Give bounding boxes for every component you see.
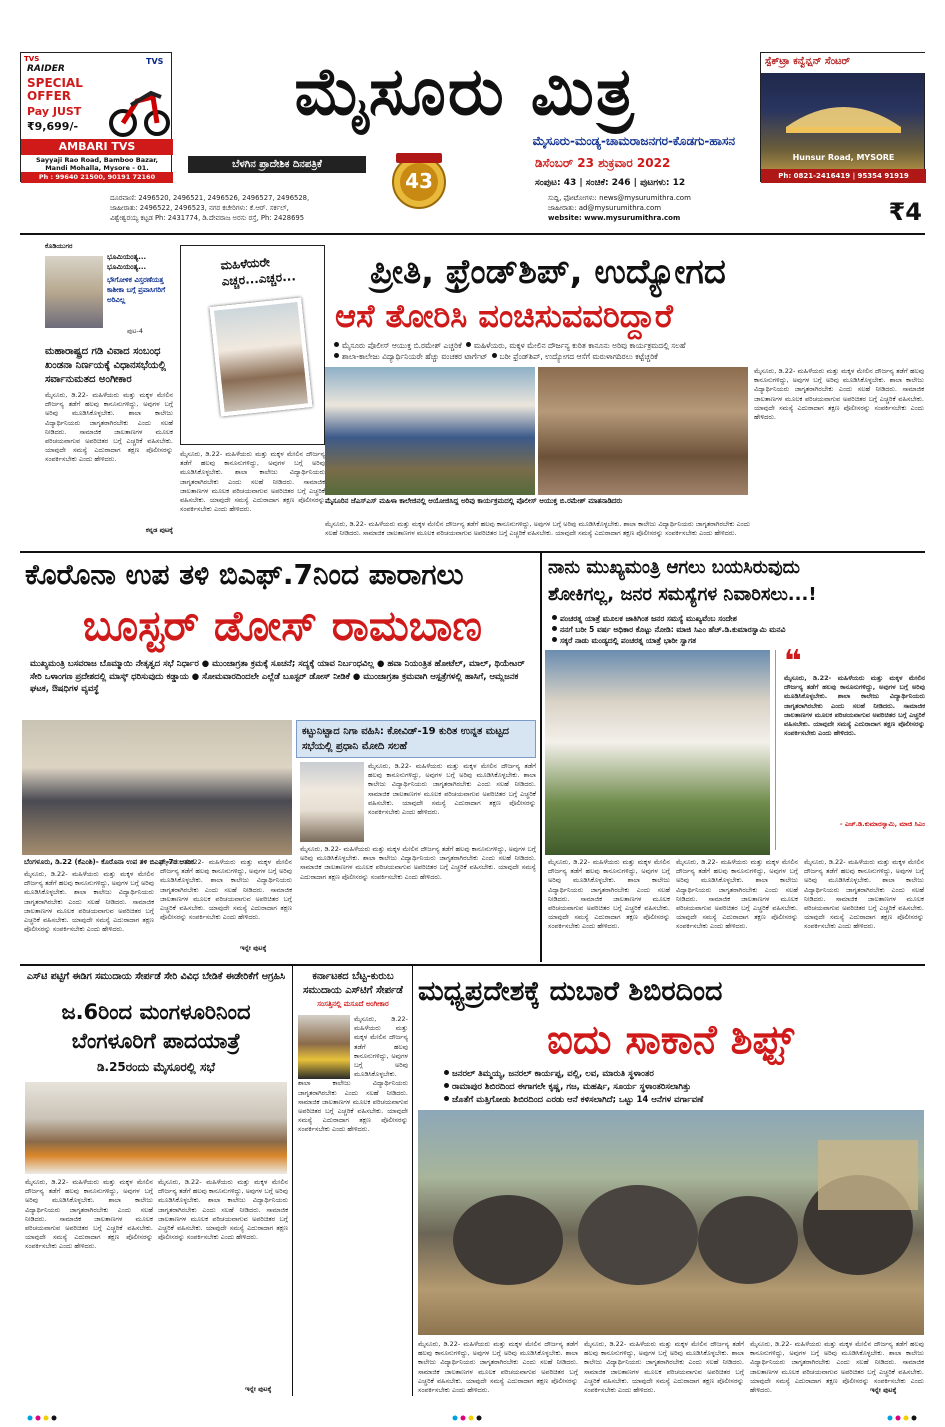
kuruba-box	[298, 970, 408, 1395]
sidebar-top-sub: ಭೌಗೋಳಿಕ ವಿಸ್ತರಣೆಯತ್ತ ಕಾಶೀಕಾ ಬಗ್ಗೆ ಪ್ರವಾಸಿಗರಿಗೆ ಅರಿವಿಲ್ಲ	[107, 276, 166, 304]
padayatra-sub: ಡಿ.25ರಂದು ಮೈಸೂರಲ್ಲಿ ಸಭೆ	[96, 1060, 216, 1074]
lead-photo-audience	[538, 367, 748, 495]
elephant-bullet2: ರಾಮಾಪುರ ಶಿಬಿರದಿಂದ ಈಗಾಗಲೇ ಕೃಷ್ಣ, ಗಜ, ಮಹರ್ಷಿ, ಸೂರ್ಯ ಸ್ಥಳಾಂತರಿಸಲಾಗಿತ್ತು	[452, 1082, 691, 1092]
ad-left-dealer: AMBARI TVS	[21, 139, 173, 155]
anniversary-badge	[382, 150, 456, 210]
corona-body2: ಮೈಸೂರು, ಡಿ.22- ಮಹಿಳೆಯರು ಮತ್ತು ಮಕ್ಕಳ ಮೇಲಿನ ದೌರ್ಜನ್ಯ ತಡೆಗೆ ಹಲವು ಕಾನೂನುಗಳಿದ್ದು, ಅವುಗಳ ಬಗ್ಗೆ ಅರಿವು ಮೂಡಿಸಿಕೊಳ್ಳಬೇಕು. ಶಾಲಾ ಕಾಲೇಜು ವಿದ್ಯಾರ್ಥಿನಿಯರು ಜಾಗೃತರಾಗಿರಬೇಕು ಎಂದು ಸಲಹೆ ನೀಡಿದರು. ಸಾಮಾಜಿಕ ಜಾಲತಾಣಗಳ ಮೂಲಕ ಪರಿಚಯವಾಗುವ ಅಪರಿಚಿತರ ಬಗ್ಗೆ ಎಚ್ಚರಿಕೆ ವಹಿಸಬೇಕು. ಯಾವುದೇ ಸಮಸ್ಯೆ ಎದುರಾದಾಗ ತಕ್ಷಣ ಪೊಲೀಸರನ್ನು ಸಂಪರ್ಕಿಸಬೇಕು ಎಂದು ಹೇಳಿದರು.	[160, 858, 292, 922]
cm-body2: ಮೈಸೂರು, ಡಿ.22- ಮಹಿಳೆಯರು ಮತ್ತು ಮಕ್ಕಳ ಮೇಲಿನ ದೌರ್ಜನ್ಯ ತಡೆಗೆ ಹಲವು ಕಾನೂನುಗಳಿದ್ದು, ಅವುಗಳ ಬಗ್ಗೆ ಅರಿವು ಮೂಡಿಸಿಕೊಳ್ಳಬೇಕು. ಶಾಲಾ ಕಾಲೇಜು ವಿದ್ಯಾರ್ಥಿನಿಯರು ಜಾಗೃತರಾಗಿರಬೇಕು ಎಂದು ಸಲಹೆ ನೀಡಿದರು. ಸಾಮಾಜಿಕ ಜಾಲತಾಣಗಳ ಮೂಲಕ ಪರಿಚಯವಾಗುವ ಅಪರಿಚಿತರ ಬಗ್ಗೆ ಎಚ್ಚರಿಕೆ ವಹಿಸಬೇಕು. ಯಾವುದೇ ಸಮಸ್ಯೆ ಎದುರಾದಾಗ ತಕ್ಷಣ ಪೊಲೀಸರನ್ನು ಸಂಪರ್ಕಿಸಬೇಕು ಎಂದು ಹೇಳಿದರು.	[676, 858, 798, 931]
padayatra-body2: ಮೈಸೂರು, ಡಿ.22- ಮಹಿಳೆಯರು ಮತ್ತು ಮಕ್ಕಳ ಮೇಲಿನ ದೌರ್ಜನ್ಯ ತಡೆಗೆ ಹಲವು ಕಾನೂನುಗಳಿದ್ದು, ಅವುಗಳ ಬಗ್ಗೆ ಅರಿವು ಮೂಡಿಸಿಕೊಳ್ಳಬೇಕು. ಶಾಲಾ ಕಾಲೇಜು ವಿದ್ಯಾರ್ಥಿನಿಯರು ಜಾಗೃತರಾಗಿರಬೇಕು ಎಂದು ಸಲಹೆ ನೀಡಿದರು. ಸಾಮಾಜಿಕ ಜಾಲತಾಣಗಳ ಮೂಲಕ ಪರಿಚಯವಾಗುವ ಅಪರಿಚಿತರ ಬಗ್ಗೆ ಎಚ್ಚರಿಕೆ ವಹಿಸಬೇಕು. ಯಾವುದೇ ಸಮಸ್ಯೆ ಎದುರಾದಾಗ ತಕ್ಷಣ ಪೊಲೀಸರನ್ನು ಸಂಪರ್ಕಿಸಬೇಕು ಎಂದು ಹೇಳಿದರು.	[158, 1178, 288, 1242]
lead-bullet1: ಮೈಸೂರು ಪೊಲೀಸ್ ಆಯುಕ್ತ ಬಿ.ರಮೇಶ್ ಎಚ್ಚರಿಕೆ	[342, 341, 462, 350]
masthead-contact2: ಜಾಹೀರಾತು: 2496522, 2496523, ನಗರ ಕಚೇರಿಗಳು: ಕೆ.ಆರ್. ಸರ್ಕಲ್,	[110, 204, 289, 212]
lead-photo-caption: ಮಹಿಳೆಯರೇ ಎಚ್ಚರ...ಎಚ್ಚರ...	[220, 255, 297, 289]
cm-quote-box	[775, 644, 925, 850]
sidebar-top-headline: ಭೂಮಿಯಂತ್ಯ... ಭೂಮಿಯಂತ್ಯ...	[107, 253, 147, 271]
corona-bullets: ಮುಖ್ಯಮಂತ್ರಿ ಬಸವರಾಜ ಬೊಮ್ಮಾಯಿ ನೇತೃತ್ವದ ಸಭೆ ನಿರ್ಧಾರ ● ಮುಂಜಾಗ್ರತಾ ಕ್ರಮಕ್ಕೆ ಸೂಚನೆ; ಸದ್ಯಕ್ಕೆ ಯಾವ ನಿರ್ಬಂಧವಿಲ್ಲ ● ಹವಾ ನಿಯಂತ್ರಿತ ಹೋಟೆಲ್, ಮಾಲ್, ಥಿಯೇಟರ್ ಸೇರಿ ಒಳಾಂಗಣ ಪ್ರದೇಶದಲ್ಲಿ ಮಾಸ್ಕ್ ಧರಿಸುವುದು ಕಡ್ಡಾಯ ● ಸೋಮವಾರದಿಂದಲೇ ಎಲ್ಲೆಡೆ ಬೂಸ್ಟರ್ ಡೋಸ್ ನೀಡಿಕೆ ● ಮುಂಜಾಗ್ರತಾ ಕ್ರಮವಾಗಿ ಆಸ್ಪತ್ರೆಗಳಲ್ಲಿ ಹಾಸಿಗೆ, ಆಮ್ಲಜನಕ ಘಟಕ, ಔಷಧಿಗಳ ವ್ಯವಸ್ಥೆ	[30, 659, 525, 694]
cm-headline1: ನಾನು ಮುಖ್ಯಮಂತ್ರಿ ಆಗಲು ಬಯಸಿರುವುದು	[548, 557, 801, 578]
lead-photo-box	[180, 245, 325, 445]
masthead-website[interactable]: website: www.mysurumithra.com	[548, 214, 681, 222]
sidebar-top-kicker: ಕೊಡಿಯುಗರ	[45, 242, 73, 250]
corona-byline[interactable]: ಇನ್ನೇ ಪುಟಕ್ಕೆ	[240, 944, 267, 952]
section-divider-1	[20, 551, 925, 553]
cm-body1: ಮೈಸೂರು, ಡಿ.22- ಮಹಿಳೆಯರು ಮತ್ತು ಮಕ್ಕಳ ಮೇಲಿನ ದೌರ್ಜನ್ಯ ತಡೆಗೆ ಹಲವು ಕಾನೂನುಗಳಿದ್ದು, ಅವುಗಳ ಬಗ್ಗೆ ಅರಿವು ಮೂಡಿಸಿಕೊಳ್ಳಬೇಕು. ಶಾಲಾ ಕಾಲೇಜು ವಿದ್ಯಾರ್ಥಿನಿಯರು ಜಾಗೃತರಾಗಿರಬೇಕು ಎಂದು ಸಲಹೆ ನೀಡಿದರು. ಸಾಮಾಜಿಕ ಜಾಲತಾಣಗಳ ಮೂಲಕ ಪರಿಚಯವಾಗುವ ಅಪರಿಚಿತರ ಬಗ್ಗೆ ಎಚ್ಚರಿಕೆ ವಹಿಸಬೇಕು. ಯಾವುದೇ ಸಮಸ್ಯೆ ಎದುರಾದಾಗ ತಕ್ಷಣ ಪೊಲೀಸರನ್ನು ಸಂಪರ್ಕಿಸಬೇಕು ಎಂದು ಹೇಳಿದರು.	[548, 858, 670, 931]
elephant-bullet3: ಜೊತೆಗೆ ಮತ್ತಿಗೋಡು ಶಿಬಿರದಿಂದ ಎರಡು ಆನೆ ಕಳಿಸಲಾಗಿದೆ; ಒಟ್ಟು 14 ಆನೆಗಳ ವರ್ಗಾವಣೆ	[452, 1095, 704, 1105]
anniversary-number: 43	[405, 169, 433, 193]
cm-bullet1: ಪಂಚರತ್ನ ಯಾತ್ರೆ ಮೂಲಕ ಜಾತಿಗಿಂತ ಜನರ ಸಮಸ್ಯೆ ಮುಖ್ಯವೆಂಬ ಸಂದೇಶ	[560, 614, 737, 623]
vertical-divider-kuruba	[292, 966, 293, 1396]
elephant-bullet1: ಜನರಲ್ ತಿಮ್ಮಯ್ಯ, ಜನರಲ್ ಕಾರ್ಯಪ್ಪ, ವಲ್ಲಿ, ಲವ, ಮಾರುತಿ ಸ್ಥಳಾಂತರ	[452, 1069, 654, 1079]
sidebar-top	[45, 242, 173, 337]
lead-photo-stage	[325, 367, 535, 495]
ad-left-address2: Mandi Mohalla, Mysore - 01.	[45, 164, 149, 172]
corona-modi-body: ಮೈಸೂರು, ಡಿ.22- ಮಹಿಳೆಯರು ಮತ್ತು ಮಕ್ಕಳ ಮೇಲಿನ ದೌರ್ಜನ್ಯ ತಡೆಗೆ ಹಲವು ಕಾನೂನುಗಳಿದ್ದು, ಅವುಗಳ ಬಗ್ಗೆ ಅರಿವು ಮೂಡಿಸಿಕೊಳ್ಳಬೇಕು. ಶಾಲಾ ಕಾಲೇಜು ವಿದ್ಯಾರ್ಥಿನಿಯರು ಜಾಗೃತರಾಗಿರಬೇಕು ಎಂದು ಸಲಹೆ ನೀಡಿದರು. ಸಾಮಾಜಿಕ ಜಾಲತಾಣಗಳ ಮೂಲಕ ಪರಿಚಯವಾಗುವ ಅಪರಿಚಿತರ ಬಗ್ಗೆ ಎಚ್ಚರಿಕೆ ವಹಿಸಬೇಕು. ಯಾವುದೇ ಸಮಸ್ಯೆ ಎದುರಾದಾಗ ತಕ್ಷಣ ಪೊಲೀಸರನ್ನು ಸಂಪರ್ಕಿಸಬೇಕು ಎಂದು ಹೇಳಿದರು.	[368, 762, 536, 817]
padayatra-byline[interactable]: ಇನ್ನೇ ಪುಟಕ್ಕೆ	[245, 1385, 272, 1393]
masthead-tagline: ಬೆಳಗಿನ ಪ್ರಾದೇಶಿಕ ದಿನಪತ್ರಿಕೆ	[188, 156, 366, 173]
ad-left-offer-line2: OFFER	[27, 89, 72, 103]
lead-headline2: ಆಸೆ ತೋರಿಸಿ ವಂಚಿಸುವವರಿದ್ದಾರೆ	[335, 297, 673, 335]
maharashtra-headline: ಮಹಾರಾಷ್ಟ್ರದ ಗಡಿ ವಿವಾದ ಸಂಬಂಧ ಖಂಡನಾ ನಿರ್ಣಯಕ್ಕೆ ವಿಧಾನಸಭೆಯಲ್ಲಿ ಸರ್ವಾನುಮತದ ಅಂಗೀಕಾರ	[45, 346, 167, 385]
masthead-contact3: ವಿಶ್ವೇಶ್ವರಯ್ಯ ಕಟ್ಟಡ Ph: 2431774, ಡಿ.ದೇವರಾಜ ಅರಸು ರಸ್ತೆ, Ph: 2428695	[110, 214, 305, 222]
building-icon	[781, 87, 906, 137]
ad-right-brand: ಸ್ಪೆಕ್‌ಟ್ರಾ ಕನ್ವೆನ್ಷನ್ ಸೆಂಟರ್	[765, 56, 851, 67]
ad-right-phone: Ph: 0821-2416419 | 95354 91919	[761, 169, 926, 183]
corona-headline2: ಬೂಸ್ಟರ್ ಡೋಸ್ ರಾಮಬಾಣ	[82, 601, 483, 650]
corona-headline1: ಕೊರೊನಾ ಉಪ ತಳಿ ಬಿಎಫ್.7ನಿಂದ ಪಾರಾಗಲು	[25, 558, 464, 591]
lead-bullet4: ಬರೀ ಫ್ರೆಂಡ್‌ಶಿಪ್, ಉದ್ಯೋಗದ ಆಸೆಗೆ ಮರುಳಾಗದಿರಲು ಕಟ್ಟೆಚ್ಚರಿಕೆ	[499, 352, 658, 361]
registration-marks	[0, 1408, 945, 1418]
corona-body1: ಮೈಸೂರು, ಡಿ.22- ಮಹಿಳೆಯರು ಮತ್ತು ಮಕ್ಕಳ ಮೇಲಿನ ದೌರ್ಜನ್ಯ ತಡೆಗೆ ಹಲವು ಕಾನೂನುಗಳಿದ್ದು, ಅವುಗಳ ಬಗ್ಗೆ ಅರಿವು ಮೂಡಿಸಿಕೊಳ್ಳಬೇಕು. ಶಾಲಾ ಕಾಲೇಜು ವಿದ್ಯಾರ್ಥಿನಿಯರು ಜಾಗೃತರಾಗಿರಬೇಕು ಎಂದು ಸಲಹೆ ನೀಡಿದರು. ಸಾಮಾಜಿಕ ಜಾಲತಾಣಗಳ ಮೂಲಕ ಪರಿಚಯವಾಗುವ ಅಪರಿಚಿತರ ಬಗ್ಗೆ ಎಚ್ಚರಿಕೆ ವಹಿಸಬೇಕು. ಯಾವುದೇ ಸಮಸ್ಯೆ ಎದುರಾದಾಗ ತಕ್ಷಣ ಪೊಲೀಸರನ್ನು ಸಂಪರ್ಕಿಸಬೇಕು ಎಂದು ಹೇಳಿದರು.	[24, 870, 154, 934]
cm-headline2: ಶೋಕಿಗಲ್ಲ, ಜನರ ಸಮಸ್ಯೆಗಳ ನಿವಾರಿಸಲು...!	[548, 584, 817, 605]
padayatra-headline1: ಜ.6ರಿಂದ ಮಂಗಳೂರಿನಿಂದ	[61, 1000, 251, 1024]
modi-portrait	[300, 762, 364, 842]
elephant-silhouettes	[418, 1110, 924, 1335]
masthead-divider	[20, 233, 925, 235]
lead-photo-woman	[210, 297, 313, 416]
sidebar-top-page-ref[interactable]: ಪುಟ-4	[127, 327, 144, 335]
ad-left-brand-top: TVS	[24, 55, 40, 63]
corona-modi-headline: ಕಟ್ಟುನಿಟ್ಟಾದ ನಿಗಾ ವಹಿಸಿ: ಕೋವಿಡ್-19 ಕುರಿತ ಉನ್ನತ ಮಟ್ಟದ ಸಭೆಯಲ್ಲಿ ಪ್ರಧಾನಿ ಮೋದಿ ಸಲಹೆ	[302, 726, 509, 752]
vertical-divider-elephant	[412, 966, 413, 1396]
masthead-date: ಡಿಸೆಂಬರ್ 23 ಶುಕ್ರವಾರ 2022	[535, 156, 671, 170]
elephant-body1: ಮೈಸೂರು, ಡಿ.22- ಮಹಿಳೆಯರು ಮತ್ತು ಮಕ್ಕಳ ಮೇಲಿನ ದೌರ್ಜನ್ಯ ತಡೆಗೆ ಹಲವು ಕಾನೂನುಗಳಿದ್ದು, ಅವುಗಳ ಬಗ್ಗೆ ಅರಿವು ಮೂಡಿಸಿಕೊಳ್ಳಬೇಕು. ಶಾಲಾ ಕಾಲೇಜು ವಿದ್ಯಾರ್ಥಿನಿಯರು ಜಾಗೃತರಾಗಿರಬೇಕು ಎಂದು ಸಲಹೆ ನೀಡಿದರು. ಸಾಮಾಜಿಕ ಜಾಲತಾಣಗಳ ಮೂಲಕ ಪರಿಚಯವಾಗುವ ಅಪರಿಚಿತರ ಬಗ್ಗೆ ಎಚ್ಚರಿಕೆ ವಹಿಸಬೇಕು. ಯಾವುದೇ ಸಮಸ್ಯೆ ಎದುರಾದಾಗ ತಕ್ಷಣ ಪೊಲೀಸರನ್ನು ಸಂಪರ್ಕಿಸಬೇಕು ಎಂದು ಹೇಳಿದರು.	[418, 1340, 578, 1395]
ad-left-model: RAIDER	[27, 64, 65, 74]
padayatra-body1: ಮೈಸೂರು, ಡಿ.22- ಮಹಿಳೆಯರು ಮತ್ತು ಮಕ್ಕಳ ಮೇಲಿನ ದೌರ್ಜನ್ಯ ತಡೆಗೆ ಹಲವು ಕಾನೂನುಗಳಿದ್ದು, ಅವುಗಳ ಬಗ್ಗೆ ಅರಿವು ಮೂಡಿಸಿಕೊಳ್ಳಬೇಕು. ಶಾಲಾ ಕಾಲೇಜು ವಿದ್ಯಾರ್ಥಿನಿಯರು ಜಾಗೃತರಾಗಿರಬೇಕು ಎಂದು ಸಲಹೆ ನೀಡಿದರು. ಸಾಮಾಜಿಕ ಜಾಲತಾಣಗಳ ಮೂಲಕ ಪರಿಚಯವಾಗುವ ಅಪರಿಚಿತರ ಬಗ್ಗೆ ಎಚ್ಚರಿಕೆ ವಹಿಸಬೇಕು. ಯಾವುದೇ ಸಮಸ್ಯೆ ಎದುರಾದಾಗ ತಕ್ಷಣ ಪೊಲೀಸರನ್ನು ಸಂಪರ್ಕಿಸಬೇಕು ಎಂದು ಹೇಳಿದರು.	[25, 1178, 153, 1251]
ad-left-price: ₹9,699/-	[27, 120, 79, 133]
ad-left-phone: Ph : 99640 21500, 90191 72160	[21, 172, 173, 183]
maharashtra-story	[45, 345, 173, 545]
elephant-body3: ಮೈಸೂರು, ಡಿ.22- ಮಹಿಳೆಯರು ಮತ್ತು ಮಕ್ಕಳ ಮೇಲಿನ ದೌರ್ಜನ್ಯ ತಡೆಗೆ ಹಲವು ಕಾನೂನುಗಳಿದ್ದು, ಅವುಗಳ ಬಗ್ಗೆ ಅರಿವು ಮೂಡಿಸಿಕೊಳ್ಳಬೇಕು. ಶಾಲಾ ಕಾಲೇಜು ವಿದ್ಯಾರ್ಥಿನಿಯರು ಜಾಗೃತರಾಗಿರಬೇಕು ಎಂದು ಸಲಹೆ ನೀಡಿದರು. ಸಾಮಾಜಿಕ ಜಾಲತಾಣಗಳ ಮೂಲಕ ಪರಿಚಯವಾಗುವ ಅಪರಿಚಿತರ ಬಗ್ಗೆ ಎಚ್ಚರಿಕೆ ವಹಿಸಬೇಕು. ಯಾವುದೇ ಸಮಸ್ಯೆ ಎದುರಾದಾಗ ತಕ್ಷಣ ಪೊಲೀಸರನ್ನು ಸಂಪರ್ಕಿಸಬೇಕು ಎಂದು ಹೇಳಿದರು.	[750, 1340, 924, 1395]
lead-caption: ಮೈಸೂರಿನ ಜೆಎಸ್‌ಎಸ್ ಮಹಿಳಾ ಕಾಲೇಜಿನಲ್ಲಿ ಆಯೋಜಿಸಿದ್ದ ಅರಿವು ಕಾರ್ಯಕ್ರಮದಲ್ಲಿ ಪೊಲೀಸ್ ಆಯುಕ್ತ ಬಿ.ರಮೇಶ್ ಮಾತನಾಡಿದರು	[325, 497, 623, 505]
cm-bullet3: ಸಕ್ಕರೆ ನಾಡು ಮಂಡ್ಯದಲ್ಲಿ ಪಂಚರತ್ನ ಯಾತ್ರೆ ಭಾರೀ ಸ್ವಾಗತ	[560, 636, 697, 645]
elephant-headline2: ಐದು ಸಾಕಾನೆ ಶಿಫ್ಟ್	[546, 1017, 794, 1063]
kuruba-body: ಮೈಸೂರು, ಡಿ.22- ಮಹಿಳೆಯರು ಮತ್ತು ಮಕ್ಕಳ ಮೇಲಿನ ದೌರ್ಜನ್ಯ ತಡೆಗೆ ಹಲವು ಕಾನೂನುಗಳಿದ್ದು, ಅವುಗಳ ಬಗ್ಗೆ ಅರಿವು ಮೂಡಿಸಿಕೊಳ್ಳಬೇಕು. ಶಾಲಾ ಕಾಲೇಜು ವಿದ್ಯಾರ್ಥಿನಿಯರು ಜಾಗೃತರಾಗಿರಬೇಕು ಎಂದು ಸಲಹೆ ನೀಡಿದರು. ಸಾಮಾಜಿಕ ಜಾಲತಾಣಗಳ ಮೂಲಕ ಪರಿಚಯವಾಗುವ ಅಪರಿಚಿತರ ಬಗ್ಗೆ ಎಚ್ಚರಿಕೆ ವಹಿಸಬೇಕು. ಯಾವುದೇ ಸಮಸ್ಯೆ ಎದುರಾದಾಗ ತಕ್ಷಣ ಪೊಲೀಸರನ್ನು ಸಂಪರ್ಕಿಸಬೇಕು ಎಂದು ಹೇಳಿದರು.	[298, 1015, 408, 1134]
masthead-ad-email[interactable]: ಜಾಹೀರಾತು: ad@mysurumithra.com	[548, 204, 662, 212]
kuruba-headline: ಕರ್ನಾಟಕದ ಬೆಟ್ಟ-ಕುರುಬ ಸಮುದಾಯ ಎಸ್‌ಟಿಗೆ ಸೇರ್ಪಡೆ	[303, 971, 403, 996]
masthead-news-email[interactable]: ಸುದ್ದಿ, ಫೋಟೋಗಳು: news@mysurumithra.com	[548, 194, 691, 202]
lead-body-col2: ಮೈಸೂರು, ಡಿ.22- ಮಹಿಳೆಯರು ಮತ್ತು ಮಕ್ಕಳ ಮೇಲಿನ ದೌರ್ಜನ್ಯ ತಡೆಗೆ ಹಲವು ಕಾನೂನುಗಳಿದ್ದು, ಅವುಗಳ ಬಗ್ಗೆ ಅರಿವು ಮೂಡಿಸಿಕೊಳ್ಳಬೇಕು. ಶಾಲಾ ಕಾಲೇಜು ವಿದ್ಯಾರ್ಥಿನಿಯರು ಜಾಗೃತರಾಗಿರಬೇಕು ಎಂದು ಸಲಹೆ ನೀಡಿದರು. ಸಾಮಾಜಿಕ ಜಾಲತಾಣಗಳ ಮೂಲಕ ಪರಿಚಯವಾಗುವ ಅಪರಿಚಿತರ ಬಗ್ಗೆ ಎಚ್ಚರಿಕೆ ವಹಿಸಬೇಕು. ಯಾವುದೇ ಸಮಸ್ಯೆ ಎದುರಾದಾಗ ತಕ್ಷಣ ಪೊಲೀಸರನ್ನು ಸಂಪರ್ಕಿಸಬೇಕು ಎಂದು ಹೇಳಿದರು.	[325, 520, 750, 538]
ad-right-address: Hunsur Road, MYSORE	[792, 153, 895, 162]
ad-left-tvs[interactable]	[20, 52, 172, 182]
padayatra-photo	[25, 1082, 287, 1174]
corona-modi-body2: ಮೈಸೂರು, ಡಿ.22- ಮಹಿಳೆಯರು ಮತ್ತು ಮಕ್ಕಳ ಮೇಲಿನ ದೌರ್ಜನ್ಯ ತಡೆಗೆ ಹಲವು ಕಾನೂನುಗಳಿದ್ದು, ಅವುಗಳ ಬಗ್ಗೆ ಅರಿವು ಮೂಡಿಸಿಕೊಳ್ಳಬೇಕು. ಶಾಲಾ ಕಾಲೇಜು ವಿದ್ಯಾರ್ಥಿನಿಯರು ಜಾಗೃತರಾಗಿರಬೇಕು ಎಂದು ಸಲಹೆ ನೀಡಿದರು. ಸಾಮಾಜಿಕ ಜಾಲತಾಣಗಳ ಮೂಲಕ ಪರಿಚಯವಾಗುವ ಅಪರಿಚಿತರ ಬಗ್ಗೆ ಎಚ್ಚರಿಕೆ ವಹಿಸಬೇಕು. ಯಾವುದೇ ಸಮಸ್ಯೆ ಎದುರಾದಾಗ ತಕ್ಷಣ ಪೊಲೀಸರನ್ನು ಸಂಪರ್ಕಿಸಬೇಕು ಎಂದು ಹೇಳಿದರು.	[300, 845, 536, 881]
maharashtra-body: ಮೈಸೂರು, ಡಿ.22- ಮಹಿಳೆಯರು ಮತ್ತು ಮಕ್ಕಳ ಮೇಲಿನ ದೌರ್ಜನ್ಯ ತಡೆಗೆ ಹಲವು ಕಾನೂನುಗಳಿದ್ದು, ಅವುಗಳ ಬಗ್ಗೆ ಅರಿವು ಮೂಡಿಸಿಕೊಳ್ಳಬೇಕು. ಶಾಲಾ ಕಾಲೇಜು ವಿದ್ಯಾರ್ಥಿನಿಯರು ಜಾಗೃತರಾಗಿರಬೇಕು ಎಂದು ಸಲಹೆ ನೀಡಿದರು. ಸಾಮಾಜಿಕ ಜಾಲತಾಣಗಳ ಮೂಲಕ ಪರಿಚಯವಾಗುವ ಅಪರಿಚಿತರ ಬಗ್ಗೆ ಎಚ್ಚರಿಕೆ ವಹಿಸಬೇಕು. ಯಾವುದೇ ಸಮಸ್ಯೆ ಎದುರಾದಾಗ ತಕ್ಷಣ ಪೊಲೀಸರನ್ನು ಸಂಪರ್ಕಿಸಬೇಕು ಎಂದು ಹೇಳಿದರು.	[45, 391, 173, 464]
sidebar-top-portrait	[45, 256, 103, 328]
masthead-title: ಮೈಸೂರು ಮಿತ್ರ	[294, 53, 636, 130]
corona-modi-box	[296, 720, 536, 758]
lead-bullet2: ಮಹಿಳೆಯರು, ಮಕ್ಕಳ ಮೇಲಿನ ದೌರ್ಜನ್ಯ ಕುರಿತ ಕಾನೂನು ಅರಿವು ಕಾರ್ಯಕ್ರಮದಲ್ಲಿ ಸಲಹೆ	[473, 341, 686, 350]
lead-body: ಮೈಸೂರು, ಡಿ.22- ಮಹಿಳೆಯರು ಮತ್ತು ಮಕ್ಕಳ ಮೇಲಿನ ದೌರ್ಜನ್ಯ ತಡೆಗೆ ಹಲವು ಕಾನೂನುಗಳಿದ್ದು, ಅವುಗಳ ಬಗ್ಗೆ ಅರಿವು ಮೂಡಿಸಿಕೊಳ್ಳಬೇಕು. ಶಾಲಾ ಕಾಲೇಜು ವಿದ್ಯಾರ್ಥಿನಿಯರು ಜಾಗೃತರಾಗಿರಬೇಕು ಎಂದು ಸಲಹೆ ನೀಡಿದರು. ಸಾಮಾಜಿಕ ಜಾಲತಾಣಗಳ ಮೂಲಕ ಪರಿಚಯವಾಗುವ ಅಪರಿಚಿತರ ಬಗ್ಗೆ ಎಚ್ಚರಿಕೆ ವಹಿಸಬೇಕು. ಯಾವುದೇ ಸಮಸ್ಯೆ ಎದುರಾದಾಗ ತಕ್ಷಣ ಪೊಲೀಸರನ್ನು ಸಂಪರ್ಕಿಸಬೇಕು ಎಂದು ಹೇಳಿದರು.	[180, 450, 325, 514]
ad-left-address1: Sayyaji Rao Road, Bamboo Bazar,	[36, 156, 158, 164]
cm-body3: ಮೈಸೂರು, ಡಿ.22- ಮಹಿಳೆಯರು ಮತ್ತು ಮಕ್ಕಳ ಮೇಲಿನ ದೌರ್ಜನ್ಯ ತಡೆಗೆ ಹಲವು ಕಾನೂನುಗಳಿದ್ದು, ಅವುಗಳ ಬಗ್ಗೆ ಅರಿವು ಮೂಡಿಸಿಕೊಳ್ಳಬೇಕು. ಶಾಲಾ ಕಾಲೇಜು ವಿದ್ಯಾರ್ಥಿನಿಯರು ಜಾಗೃತರಾಗಿರಬೇಕು ಎಂದು ಸಲಹೆ ನೀಡಿದರು. ಸಾಮಾಜಿಕ ಜಾಲತಾಣಗಳ ಮೂಲಕ ಪರಿಚಯವಾಗುವ ಅಪರಿಚಿತರ ಬಗ್ಗೆ ಎಚ್ಚರಿಕೆ ವಹಿಸಬೇಕು. ಯಾವುದೇ ಸಮಸ್ಯೆ ಎದುರಾದಾಗ ತಕ್ಷಣ ಪೊಲೀಸರನ್ನು ಸಂಪರ್ಕಿಸಬೇಕು ಎಂದು ಹೇಳಿದರು.	[804, 858, 924, 931]
ad-left-pay-label: Pay JUST	[27, 105, 82, 118]
lead-body-col	[180, 450, 325, 546]
lead-bullet3: ಶಾಲಾ-ಕಾಲೇಜು ವಿದ್ಯಾರ್ಥಿನಿಯರೇ ಹೆಚ್ಚು ವಂಚಕರ ಟಾರ್ಗೆಟ್	[342, 352, 488, 361]
elephant-body2: ಮೈಸೂರು, ಡಿ.22- ಮಹಿಳೆಯರು ಮತ್ತು ಮಕ್ಕಳ ಮೇಲಿನ ದೌರ್ಜನ್ಯ ತಡೆಗೆ ಹಲವು ಕಾನೂನುಗಳಿದ್ದು, ಅವುಗಳ ಬಗ್ಗೆ ಅರಿವು ಮೂಡಿಸಿಕೊಳ್ಳಬೇಕು. ಶಾಲಾ ಕಾಲೇಜು ವಿದ್ಯಾರ್ಥಿನಿಯರು ಜಾಗೃತರಾಗಿರಬೇಕು ಎಂದು ಸಲಹೆ ನೀಡಿದರು. ಸಾಮಾಜಿಕ ಜಾಲತಾಣಗಳ ಮೂಲಕ ಪರಿಚಯವಾಗುವ ಅಪರಿಚಿತರ ಬಗ್ಗೆ ಎಚ್ಚರಿಕೆ ವಹಿಸಬೇಕು. ಯಾವುದೇ ಸಮಸ್ಯೆ ಎದುರಾದಾಗ ತಕ್ಷಣ ಪೊಲೀಸರನ್ನು ಸಂಪರ್ಕಿಸಬೇಕು ಎಂದು ಹೇಳಿದರು.	[584, 1340, 744, 1395]
corona-photo-caption: ಬೆಂಗಳೂರು, ಡಿ.22 (ಕೆಎಂಶಿ)- ಕೊರೊನಾ ಉಪ ತಳಿ ಬಿಎಫ್-7ರ ಆತಂಕ	[24, 858, 195, 866]
masthead-regions: ಮೈಸೂರು-ಮಂಡ್ಯ-ಚಾಮರಾಜನಗರ-ಕೊಡಗು-ಹಾಸನ	[532, 134, 735, 148]
maharashtra-byline[interactable]: ಕನ್ನಡ ಪುಟಕ್ಕೆ	[145, 526, 173, 534]
elephant-headline1: ಮಧ್ಯಪ್ರದೇಶಕ್ಕೆ ದುಬಾರೆ ಶಿಬಿರದಿಂದ	[418, 976, 723, 1007]
motorcycle-icon	[109, 75, 169, 139]
cm-quote-text: ಮೈಸೂರು, ಡಿ.22- ಮಹಿಳೆಯರು ಮತ್ತು ಮಕ್ಕಳ ಮೇಲಿನ ದೌರ್ಜನ್ಯ ತಡೆಗೆ ಹಲವು ಕಾನೂನುಗಳಿದ್ದು, ಅವುಗಳ ಬಗ್ಗೆ ಅರಿವು ಮೂಡಿಸಿಕೊಳ್ಳಬೇಕು. ಶಾಲಾ ಕಾಲೇಜು ವಿದ್ಯಾರ್ಥಿನಿಯರು ಜಾಗೃತರಾಗಿರಬೇಕು ಎಂದು ಸಲಹೆ ನೀಡಿದರು. ಸಾಮಾಜಿಕ ಜಾಲತಾಣಗಳ ಮೂಲಕ ಪರಿಚಯವಾಗುವ ಅಪರಿಚಿತರ ಬಗ್ಗೆ ಎಚ್ಚರಿಕೆ ವಹಿಸಬೇಕು. ಯಾವುದೇ ಸಮಸ್ಯೆ ಎದುರಾದಾಗ ತಕ್ಷಣ ಪೊಲೀಸರನ್ನು ಸಂಪರ್ಕಿಸಬೇಕು ಎಂದು ಹೇಳಿದರು.	[784, 674, 925, 738]
elephant-photo	[418, 1110, 924, 1335]
elephant-byline[interactable]: ಇನ್ನೇ ಪುಟಕ್ಕೆ	[870, 1386, 897, 1394]
cm-bullet2: ನನಗೆ ಬರೀ 5 ವರ್ಷ ಅಧಿಕಾರ ಕೊಟ್ಟು ನೋಡಿ: ಮಾಜಿ ಸಿಎಂ ಹೆಚ್.ಡಿ.ಕುಮಾರಸ್ವಾಮಿ ಮನವಿ	[560, 625, 786, 634]
padayatra-headline2: ಬೆಂಗಳೂರಿಗೆ ಪಾದಯಾತ್ರೆ	[71, 1029, 241, 1053]
lead-right-body: ಮೈಸೂರು, ಡಿ.22- ಮಹಿಳೆಯರು ಮತ್ತು ಮಕ್ಕಳ ಮೇಲಿನ ದೌರ್ಜನ್ಯ ತಡೆಗೆ ಹಲವು ಕಾನೂನುಗಳಿದ್ದು, ಅವುಗಳ ಬಗ್ಗೆ ಅರಿವು ಮೂಡಿಸಿಕೊಳ್ಳಬೇಕು. ಶಾಲಾ ಕಾಲೇಜು ವಿದ್ಯಾರ್ಥಿನಿಯರು ಜಾಗೃತರಾಗಿರಬೇಕು ಎಂದು ಸಲಹೆ ನೀಡಿದರು. ಸಾಮಾಜಿಕ ಜಾಲತಾಣಗಳ ಮೂಲಕ ಪರಿಚಯವಾಗುವ ಅಪರಿಚಿತರ ಬಗ್ಗೆ ಎಚ್ಚರಿಕೆ ವಹಿಸಬೇಕು. ಯಾವುದೇ ಸಮಸ್ಯೆ ಎದುರಾದಾಗ ತಕ್ಷಣ ಪೊಲೀಸರನ್ನು ಸಂಪರ್ಕಿಸಬೇಕು ಎಂದು ಹೇಳಿದರು.	[754, 367, 924, 422]
corona-photo-meeting	[22, 720, 292, 855]
masthead-contact1: ದೂರವಾಣಿ: 2496520, 2496521, 2496526, 2496527, 2496528,	[110, 194, 310, 202]
masthead-issue-line: ಸಂಪುಟ: 43 | ಸಂಚಿಕೆ: 246 | ಪುಟಗಳು: 12	[535, 178, 686, 188]
kuruba-sub: ಸಂಸತ್ತಿನಲ್ಲಿ ಮಸೂದೆ ಅಂಗೀಕಾರ	[317, 1000, 389, 1008]
masthead-price: ₹4	[888, 198, 922, 226]
quote-mark-icon: ❝	[784, 644, 802, 679]
ad-left-tvs-label: TVS	[146, 57, 164, 66]
lead-headline1: ಪ್ರೀತಿ, ಫ್ರೆಂಡ್‌ಶಿಪ್, ಉದ್ಯೋಗದ	[370, 252, 726, 292]
ad-right-spectra[interactable]	[760, 52, 925, 182]
cm-quote-attrib: - ಎಚ್.ಡಿ.ಕುಮಾರಸ್ವಾಮಿ, ಮಾಜಿ ಸಿಎಂ	[839, 820, 925, 828]
cm-photo-rally	[545, 650, 770, 855]
padayatra-kicker: ಎಸ್‌ಟಿ ಪಟ್ಟಿಗೆ ಈಡಿಗ ಸಮುದಾಯ ಸೇರ್ಪಡೆ ಸೇರಿ ವಿವಿಧ ಬೇಡಿಕೆ ಈಡೇರಿಕೆಗೆ ಆಗ್ರಹಿಸಿ	[26, 971, 286, 982]
lead-right-column	[754, 367, 924, 547]
section-divider-2	[20, 964, 925, 966]
vertical-divider-cm	[540, 552, 542, 962]
ad-left-offer-line1: SPECIAL	[27, 76, 83, 90]
kuruba-portrait	[298, 1015, 350, 1079]
